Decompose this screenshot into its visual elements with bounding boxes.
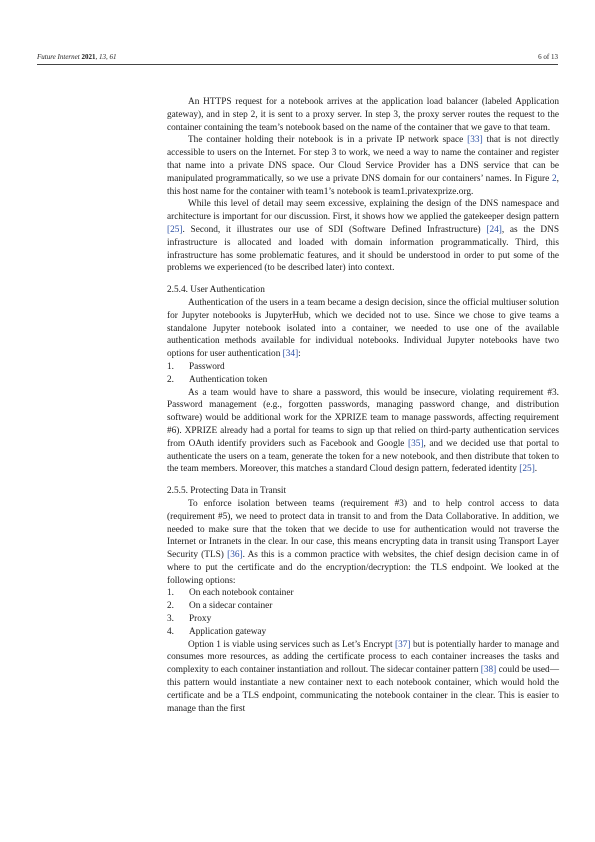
list-number: 2. xyxy=(167,601,174,612)
paragraph-isolation xyxy=(167,498,559,588)
list-item xyxy=(167,600,559,613)
list-number: 3. xyxy=(167,614,174,625)
body-text xyxy=(167,96,559,715)
text-run: could be used—this pattern would instantiate a new container next to each notebook container, which would hold the certificate and be a TLS endpoint, communicating the notebook container in the clear. This is easier to manage than the first xyxy=(167,665,559,714)
paragraph-password-insecure xyxy=(167,387,559,477)
list-text: On a sidecar container xyxy=(189,601,273,612)
list-number: 2. xyxy=(167,374,174,385)
citation-link[interactable]: [25] xyxy=(519,464,535,475)
list-text: On each notebook container xyxy=(189,588,294,599)
list-item xyxy=(167,587,559,600)
text-run: Option 1 is viable using services such as Let’s Encrypt xyxy=(188,639,396,650)
list-text: Password xyxy=(189,361,225,372)
text-run: but is potentially harder to manage and consumes more resources, as adding the certificate process to each container increases the tasks and complexity to each container instantiation and rollout. The sidecar container pattern xyxy=(167,639,559,676)
paragraph-authentication xyxy=(167,297,559,361)
list-item xyxy=(167,626,559,639)
text-run: , as the DNS infrastructure is allocated and loaded with domain information programmatically. Third, this infrastructure has some problematic features, and it should be understood in order to put some of the problems we experienced (to be described later) into context. xyxy=(167,224,559,274)
text-run: Authentication of the users in a team became a design decision, since the official multiuser solution for Jupyter notebooks is JupyterHub, which we decided not to use. Since we chose to give teams a standalone Jupyter notebook isolated into a container, we needed to use one of the available authentication methods available for individual notebooks. Individual Jupyter notebooks have two options for user authentication xyxy=(167,297,559,360)
citation-link[interactable]: [34] xyxy=(282,349,299,360)
citation-link[interactable]: [35] xyxy=(407,438,424,449)
text-run: To enforce isolation between teams (requirement #3) and to help control access to data (requirement #5), we need to protect data in transit to and from the Data Collaborative. In addition, we needed to make sure that the token that we decide to use for authentication would not traverse the Internet or Intranets in the clear. In our case, this means encrypting data in transit using Transport Layer Security (TLS) xyxy=(167,498,559,561)
paragraph-option-one xyxy=(167,639,559,716)
text-run: As a team would have to share a password, this would be insecure, violating requirement #3. Password management (e.g., forgotten passwords, managing password change, and distribution software) would be additional work for the XPRIZE team to manage passwords, affecting requirement #6). XPRIZE already had a portal for teams to sign up that relied on third-party authentication services from OAuth identify providers such as Facebook and Google xyxy=(167,387,559,449)
citation-link[interactable]: [38] xyxy=(480,665,497,676)
list-number: 4. xyxy=(167,626,174,637)
text-run: While this level of detail may seem excessive, explaining the design of the DNS namespace and architecture is important for our discussion. First, it shows how we applied the gatekeeper design pattern xyxy=(167,199,559,223)
tls-endpoint-options-list xyxy=(167,587,559,638)
section-heading-user-authentication: 2.5.4. User Authentication xyxy=(167,285,265,296)
text-run: The container holding their notebook is in a private IP network space xyxy=(188,135,468,146)
list-item xyxy=(167,374,559,387)
paragraph-gateway xyxy=(167,96,559,134)
list-text: Authentication token xyxy=(189,374,268,385)
journal-citation xyxy=(37,53,116,62)
journal-volume: , 13, 61 xyxy=(95,53,117,61)
text-run: , this host name for the container with team1’s notebook is team1.privatexprize.org. xyxy=(167,173,559,197)
text-run: that is not directly accessible to users on the Internet. For step 3 to work, we need a way to name the container and register that name into a private DNS space. Our Cloud Service Provider has a DNS service that can be manipulated programmatically, so we use a private DNS domain for our containers’ names. In Figure xyxy=(167,135,559,184)
citation-link[interactable]: [33] xyxy=(467,135,483,146)
header-rule xyxy=(37,64,558,65)
list-number: 1. xyxy=(167,588,174,599)
citation-link[interactable]: [24] xyxy=(486,224,502,235)
list-number: 1. xyxy=(167,361,174,372)
citation-link[interactable]: [37] xyxy=(395,639,411,650)
text-run: An HTTPS request for a notebook arrives at the application load balancer (labeled Application gateway), and in step 2, it is sent to a proxy server. In step 3, the proxy server routes the request to the container containing the team’s notebook based on the name of the container that we gave to that team. xyxy=(167,97,559,133)
list-text: Application gateway xyxy=(189,626,267,637)
paragraph-dns-design xyxy=(167,198,559,275)
list-item xyxy=(167,613,559,626)
citation-link[interactable]: [36] xyxy=(227,550,243,561)
text-run: . xyxy=(534,464,538,475)
figure-link[interactable]: 2 xyxy=(552,173,557,184)
list-item xyxy=(167,361,559,374)
text-run: , and we decided use that portal to authenticate the users on a team, generate the token for a new notebook, and then distribute that token to the team members. Moreover, this matches a standard Cloud design pattern, federated identity xyxy=(167,438,559,475)
page-number: 6 of 13 xyxy=(538,53,558,61)
paragraph-private-ip xyxy=(167,134,559,198)
citation-link[interactable]: [25] xyxy=(167,224,183,235)
auth-options-list xyxy=(167,361,559,387)
text-run: . Second, it illustrates our use of SDI (Software Defined Infrastructure) xyxy=(182,224,487,235)
section-heading-protecting-data: 2.5.5. Protecting Data in Transit xyxy=(167,486,287,497)
journal-year: 2021 xyxy=(81,53,96,61)
text-run: : xyxy=(298,349,301,360)
text-run: . As this is a common practice with websites, the chief design decision came in of where to put the certificate and do the encryption/decryption: the TLS endpoint. We looked at the following options: xyxy=(167,550,559,586)
journal-name: Future Internet xyxy=(37,53,80,61)
list-text: Proxy xyxy=(189,614,212,625)
